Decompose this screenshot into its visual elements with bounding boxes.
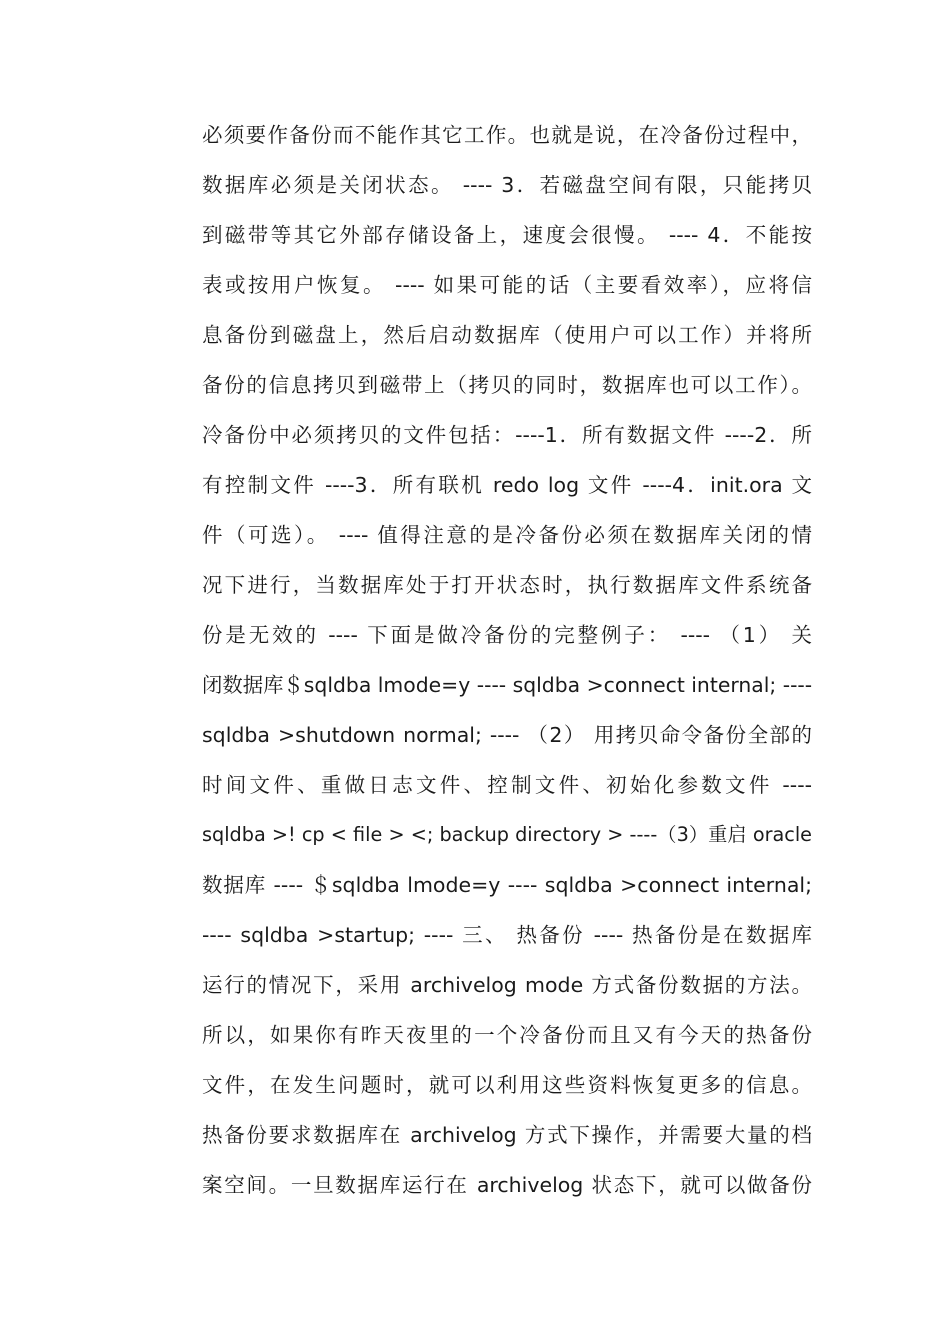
text-line: 份是无效的 ---- 下面是做冷备份的完整例子： ---- （1） 关 xyxy=(202,623,812,647)
text-line: 数据库必须是关闭状态。 ---- 3．若磁盘空间有限，只能拷贝 xyxy=(202,173,812,197)
text-line: 有控制文件 ----3．所有联机 redo log 文件 ----4．init.ora 文 xyxy=(202,473,812,497)
text-line: 所以，如果你有昨天夜里的一个冷备份而且又有今天的热备份 xyxy=(202,1023,812,1047)
text-line: sqldba >shutdown normal; ---- （2） 用拷贝命令备份全部的 xyxy=(202,723,812,747)
text-line: 案空间。一旦数据库运行在 archivelog 状态下，就可以做备份 xyxy=(202,1173,812,1197)
body-text xyxy=(202,110,812,1210)
text-line: 况下进行，当数据库处于打开状态时，执行数据库文件系统备 xyxy=(202,573,812,597)
text-line: 运行的情况下，采用 archivelog mode 方式备份数据的方法。 xyxy=(202,973,812,997)
text-line: sqldba >! cp < file > <; backup directory > ----（3）重启 oracle xyxy=(202,823,812,846)
text-line: 到磁带等其它外部存储设备上，速度会很慢。 ---- 4．不能按 xyxy=(202,223,812,247)
text-line: ---- sqldba >startup; ---- 三、 热备份 ---- 热备份是在数据库 xyxy=(202,923,812,947)
text-line: 数据库 ---- ＄sqldba lmode=y ---- sqldba >connect internal; xyxy=(202,873,812,897)
text-line: 闭数据库＄sqldba lmode=y ---- sqldba >connect internal; ---- xyxy=(202,673,813,697)
text-line: 文件，在发生问题时，就可以利用这些资料恢复更多的信息。 xyxy=(202,1073,812,1097)
text-line: 息备份到磁盘上，然后启动数据库（使用户可以工作）并将所 xyxy=(202,323,812,347)
text-line: 热备份要求数据库在 archivelog 方式下操作，并需要大量的档 xyxy=(202,1123,812,1147)
text-line: 必须要作备份而不能作其它工作。也就是说，在冷备份过程中， xyxy=(202,123,812,147)
text-line: 表或按用户恢复。 ---- 如果可能的话（主要看效率），应将信 xyxy=(202,273,812,297)
text-line: 时间文件、重做日志文件、控制文件、初始化参数文件 ---- xyxy=(202,773,812,797)
text-line: 备份的信息拷贝到磁带上（拷贝的同时，数据库也可以工作）。 xyxy=(202,373,812,397)
text-line: 件（可选）。 ---- 值得注意的是冷备份必须在数据库关闭的情 xyxy=(202,523,812,547)
text-line: 冷备份中必须拷贝的文件包括：----1．所有数据文件 ----2．所 xyxy=(202,423,812,447)
